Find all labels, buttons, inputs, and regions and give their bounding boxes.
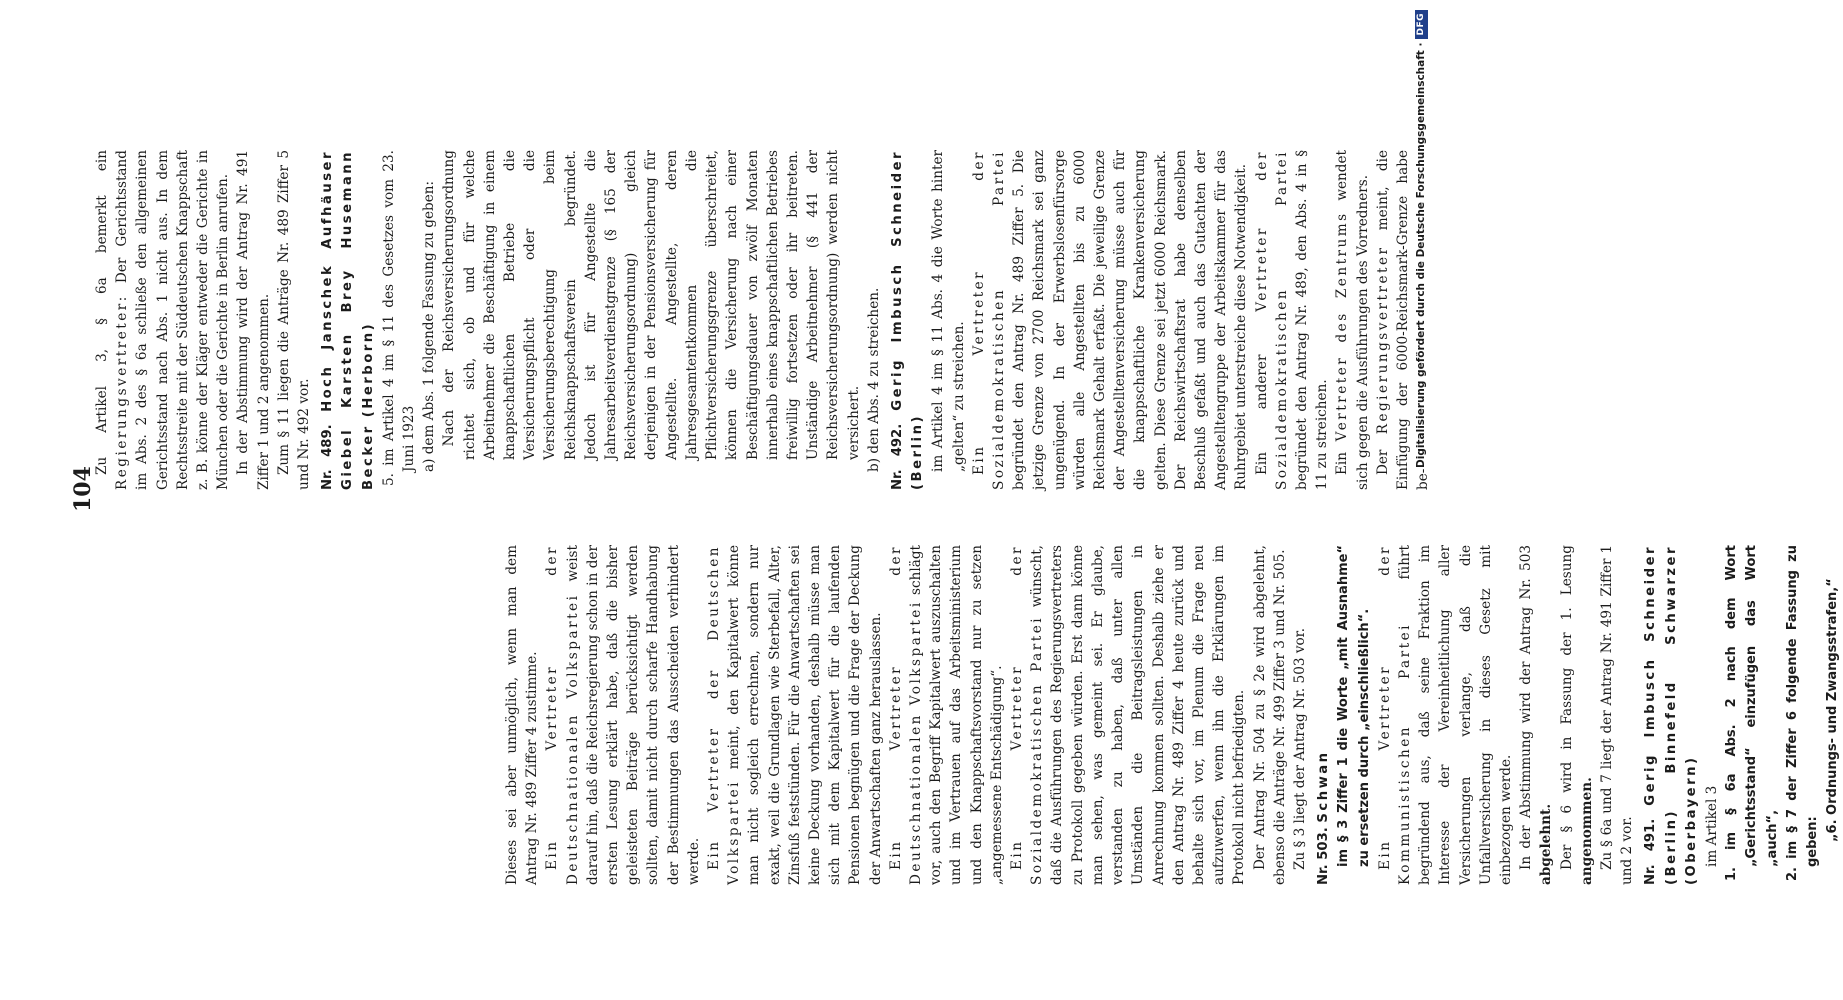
paragraph: Zu Artikel 3, § 6a bemerkt ein Regierungsvertreter: Der Gerichtsstand im Abs. 2 des § 6a schließe den allgemeinen Gerichtsstand nach Abs. 1 nicht aus. In dem Rechtsstreite mit der Süddeutschen Knappschaft z. B. könne der Kläger entweder die Gerichte in München oder die Gerichte in Berlin anrufen.	[94, 150, 232, 490]
motion-item: 1. im § 6a Abs. 2 nach dem Wort „Gerichtsstand“ einzufügen das Wort „auch“,	[1724, 545, 1780, 881]
paragraph: Dieses sei aber unmöglich, wenn man dem Antrag Nr. 489 Ziffer 4 zustimme.	[504, 545, 541, 885]
motion-number: Nr. 492.	[889, 423, 905, 490]
motion-intro: im Artikel 3	[1703, 785, 1720, 867]
paragraph: Ein Vertreter der Deutschen Volkspartei meint, den Kapitalwert könne man nicht sogleich errechnen, sondern nur exakt, weil die Grundlagen wie Sterbefall, Alter, Zinsfuß feststünden. Für die Anwartschaften sei keine Deckung vorhanden, deshalb müsse man sich mit dem Kapitalwert für die laufenden Pensionen begnügen und die Frage der Deckung der Anwartschaften ganz herauslassen.	[706, 545, 884, 885]
motion-heading	[888, 150, 928, 490]
paragraph: In der Abstimmung wird der Antrag Nr. 503 abgelehnt.	[1518, 545, 1555, 885]
speaker: Ein Vertreter der Deutschen Volkspartei	[706, 545, 743, 885]
motion-heading	[318, 150, 379, 490]
motion-quote: „6. Ordnungs- und Zwangsstrafen,“	[1825, 578, 1841, 842]
paragraph: Der Antrag Nr. 504 zu § 2e wird abgelehnt, ebenso die Anträge Nr. 499 Ziffer 3 und Nr. 505.	[1251, 545, 1288, 885]
speaker: Ein Vertreter der Deutschnationalen Volkspartei	[887, 545, 925, 885]
dfg-logo-icon: DFG	[1415, 10, 1428, 39]
motion-heading	[1641, 545, 1702, 885]
speaker: Regierungsvertreter	[1374, 245, 1391, 435]
motion-names: Hoch Janschek Aufhäuser Giebel Karsten Brey Husemann Becker (Herborn)	[320, 149, 376, 490]
paragraph: Ein Vertreter der Deutschnationalen Volkspartei schlägt vor, auch den Begriff Kapitalwert auszuschalten und im Vertrauen auf das Arbeitsministerium und den Knappschaftsvorstand nur zu setzen „angemessene Entschädigung“.	[887, 545, 1005, 885]
paragraph: Ein anderer Vertreter der Sozialdemokratischen Partei begründet den Antrag Nr. 489, den Abs. 4 in § 11 zu streichen.	[1253, 150, 1331, 490]
motion-quote: Nach der Reichsversicherungsordnung richtet sich, ob und für welche Arbeitnehmer die Beschäftigung in einem knappschaftlichen Betriebe die Versicherungspflicht oder die Versicherungsberechtigung beim Reichsknappschaftsverein begründet. Jedoch ist für Angestellte die Jahresarbeitsverdienstgrenze (§ 165 der Reichsversicherungsordnung) gleich derjenigen in der Pensionsversicherung für Angestellte. Angestellte, deren Jahresgesamtentkommen die Pflichtversicherungsgrenze überschreitet, können die Versicherung nach einer Beschäftigungsdauer von zwölf Monaten innerhalb eines knappschaftlichen Betriebes freiwillig fortsetzen oder ihr beitreten. Unständige Arbeitnehmer (§ 441 der Reichsversicherungsordnung) werden nicht versichert.	[441, 150, 862, 460]
paragraph: In der Abstimmung wird der Antrag Nr. 491 Ziffer 1 und 2 angenommen.	[235, 150, 272, 490]
dfg-watermark	[1414, 10, 1428, 990]
speaker: Ein Vertreter der Kommunistischen Partei	[1376, 545, 1413, 885]
paragraph: Ein Vertreter der Deutschnationalen Volkspartei weist darauf hin, daß die Reichsregierung schon in der ersten Lesung erklärt habe, daß die bisher geleisteten Beiträge berücksichtigt werden sollten, damit nicht durch scharfe Handhabung der Bestimmungen das Ausscheiden verhindert werde.	[544, 545, 702, 885]
paragraph: Ein Vertreter der Sozialdemokratischen Partei wünscht, daß die Ausführungen des Regierungsvertreters zu Protokoll gegeben würden. Erst dann könne man sehen, was gemeint sei. Er glaube, verstanden zu haben, daß unter allen Umständen die Beitragsleistungen in Anrechnung kommen sollten. Deshalb ziehe er den Antrag Nr. 489 Ziffer 4 heute zurück und behalte sich vor, im Plenum die Frage neu aufzuwerfen, wenn ihn die Erklärungen im Protokoll nicht befriedigten.	[1009, 545, 1248, 885]
watermark-text: Digitalisierung gefördert durch die Deutsche Forschungsgemeinschaft ·	[1415, 42, 1427, 468]
motion-item: a) dem Abs. 1 folgende Fassung zu geben:	[421, 180, 438, 472]
paragraph: Ein Vertreter der Sozialdemokratischen Partei begründet den Antrag Nr. 489 Ziffer 5. Die jetzige Grenze von 2700 Reichsmark sei ganz ungenügend. In der Erwerbslosenfürsorge würden alle Angestellten bis zu 6000 Reichsmark Gehalt erfaßt. Die jeweilige Grenze der Angestelltenversicherung müsse auch für die knappschaftliche Krankenversicherung gelten. Diese Grenze sei jetzt 6000 Reichsmark. Der Reichswirtschaftsrat habe denselben Beschluß gefaßt und auch das Gutachten der Angestelltengruppe der Arbeitskammer für das Ruhrgebiet unterstreiche diese Notwendigkeit.	[970, 150, 1250, 490]
paragraph: Ein Vertreter der Kommunistischen Partei führt begründend aus, daß seine Fraktion im Interesse der Vereinheitlichung aller Versicherungen verlange, daß die Unfallversicherung in dieses Gesetz mit einbezogen werde.	[1376, 544, 1514, 885]
paragraph: Der Regierungsvertreter meint, die Einfügung der 6000-Reichsmark-Grenze habe be-	[1374, 150, 1432, 490]
speaker: Vertreter der Sozialdemokratischen Partei	[1253, 150, 1290, 490]
paragraph: Ein Vertreter des Zentrums wendet sich gegen die Ausführungen des Vorredners.	[1334, 150, 1371, 490]
paragraph: Zum § 11 liegen die Anträge Nr. 489 Ziffer 5 und Nr. 492 vor.	[275, 150, 313, 490]
paragraph: Der § 6 wird in Fassung der 1. Lesung angenommen.	[1558, 545, 1595, 885]
motion-text: im § 3 Ziffer 1 die Worte „mit Ausnahme“ zu ersetzen durch „einschließlich“.	[1336, 545, 1372, 867]
speaker: Ein Vertreter der Sozialdemokratischen Partei	[1009, 545, 1046, 885]
right-column	[92, 150, 1433, 490]
page-number: 104	[70, 466, 96, 512]
motion-item: 2. im § 7 der Ziffer 6 folgende Fassung zu geben:	[1784, 545, 1820, 881]
speaker: Regierungsvertreter:	[114, 294, 131, 490]
motion-number: Nr. 491.	[1643, 818, 1659, 885]
motion-names: Gerig Imbusch Schneider (Berlin) Binnefeld Schwarzer (Oberbayern)	[1643, 544, 1699, 885]
speaker: Vertreter des Zentrums	[1334, 211, 1351, 442]
motion-heading	[1314, 545, 1334, 885]
motion-number: Nr. 489.	[320, 424, 336, 490]
motion-number: Nr. 503.	[1316, 827, 1332, 885]
motion-text: im Artikel 4 im § 11 Abs. 4 die Worte hinter „gelten“ zu streichen.	[930, 150, 967, 472]
motion-item: b) den Abs. 4 zu streichen.	[865, 287, 882, 472]
motion-names: Schwan	[1316, 750, 1332, 823]
paragraph: Zu § 3 liegt der Antrag Nr. 503 vor.	[1291, 627, 1308, 871]
motion-names: Gerig Imbusch Schneider (Berlin)	[889, 149, 926, 490]
motion-item: 5. im Artikel 4 im § 11 des Gesetzes vom 23. Juni 1923	[380, 150, 418, 486]
left-column	[502, 545, 1843, 885]
paragraph: Zu § 6a und 7 liegt der Antrag Nr. 491 Ziffer 1 und 2 vor.	[1598, 545, 1636, 885]
speaker: Ein Vertreter der Deutschnationalen Volkspartei	[544, 545, 581, 885]
speaker: Ein Vertreter der Sozialdemokratischen Partei	[970, 150, 1007, 490]
